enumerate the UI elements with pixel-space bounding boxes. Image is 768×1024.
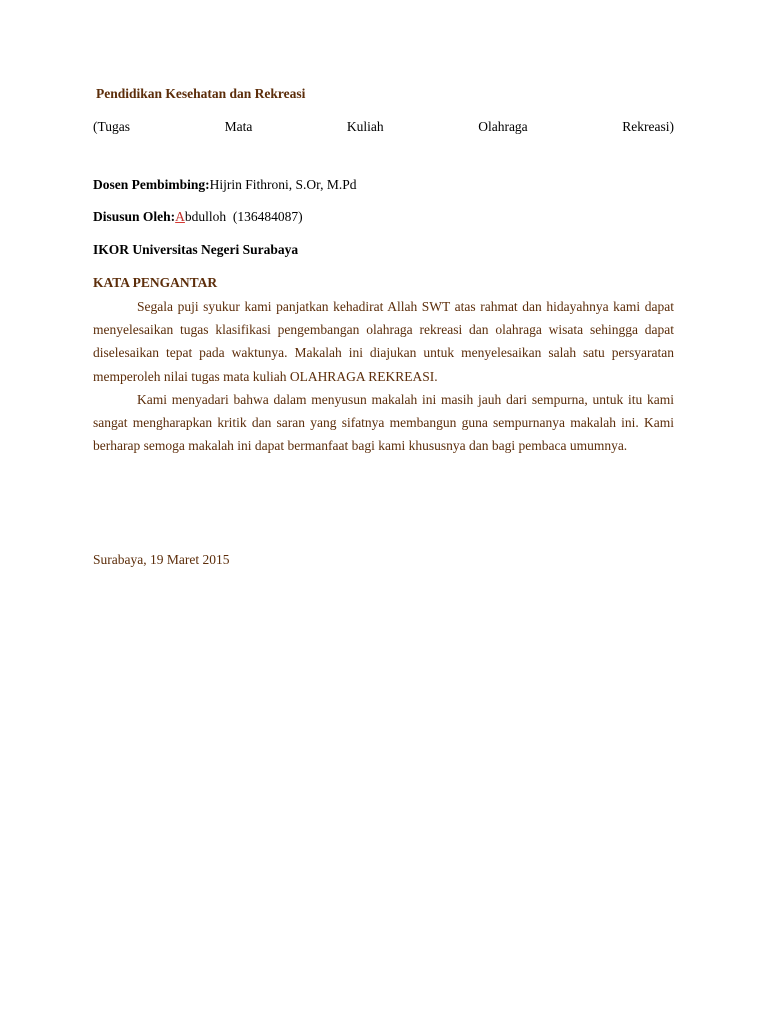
subtitle-word: (Tugas [93, 119, 131, 134]
institution-line: IKOR Universitas Negeri Surabaya [93, 242, 299, 257]
closing-place-date: Surabaya, 19 Maret 2015 [93, 552, 230, 567]
subtitle-word: Rekreasi) [622, 119, 674, 134]
subtitle-word: Kuliah [346, 119, 384, 134]
foreword-paragraph: Segala puji syukur kami panjatkan kehadirat Allah SWT atas rahmat dan hidayahnya kami dapat menyelesaikan tugas klasifikasi pengembangan olahraga rekreasi dan olahraga wisata sehingga dapat diselesaikan tepat pada waktunya. Makalah ini diajukan untuk menyelesaikan salah satu persyaratan memperoleh nilai tugas mata kuliah OLAHRAGA REKREASI. [93, 299, 674, 384]
foreword-body [93, 295, 674, 457]
disusun-line [93, 209, 303, 225]
spellcheck-marked-letter[interactable]: A [175, 209, 185, 224]
document-subtitle [93, 119, 674, 135]
subtitle-word: Olahraga [478, 119, 528, 134]
dosen-label: Dosen Pembimbing: [93, 177, 210, 192]
document-title: Pendidikan Kesehatan dan Rekreasi [96, 86, 306, 101]
section-heading: KATA PENGANTAR [93, 275, 218, 290]
dosen-line [93, 177, 357, 193]
dosen-value: Hijrin Fithroni, S.Or, M.Pd [209, 177, 357, 192]
disusun-value: bdulloh (136484087) [184, 209, 303, 224]
foreword-paragraph: Kami menyadari bahwa dalam menyusun makalah ini masih jauh dari sempurna, untuk itu kami sangat mengharapkan kritik dan saran yang sifatnya membangun guna sempurnanya makalah ini. Kami berharap semoga makalah ini dapat bermanfaat bagi kami khususnya dan bagi pembaca umumnya. [93, 391, 674, 454]
subtitle-word: Mata [224, 119, 253, 134]
disusun-label: Disusun Oleh: [93, 209, 176, 224]
